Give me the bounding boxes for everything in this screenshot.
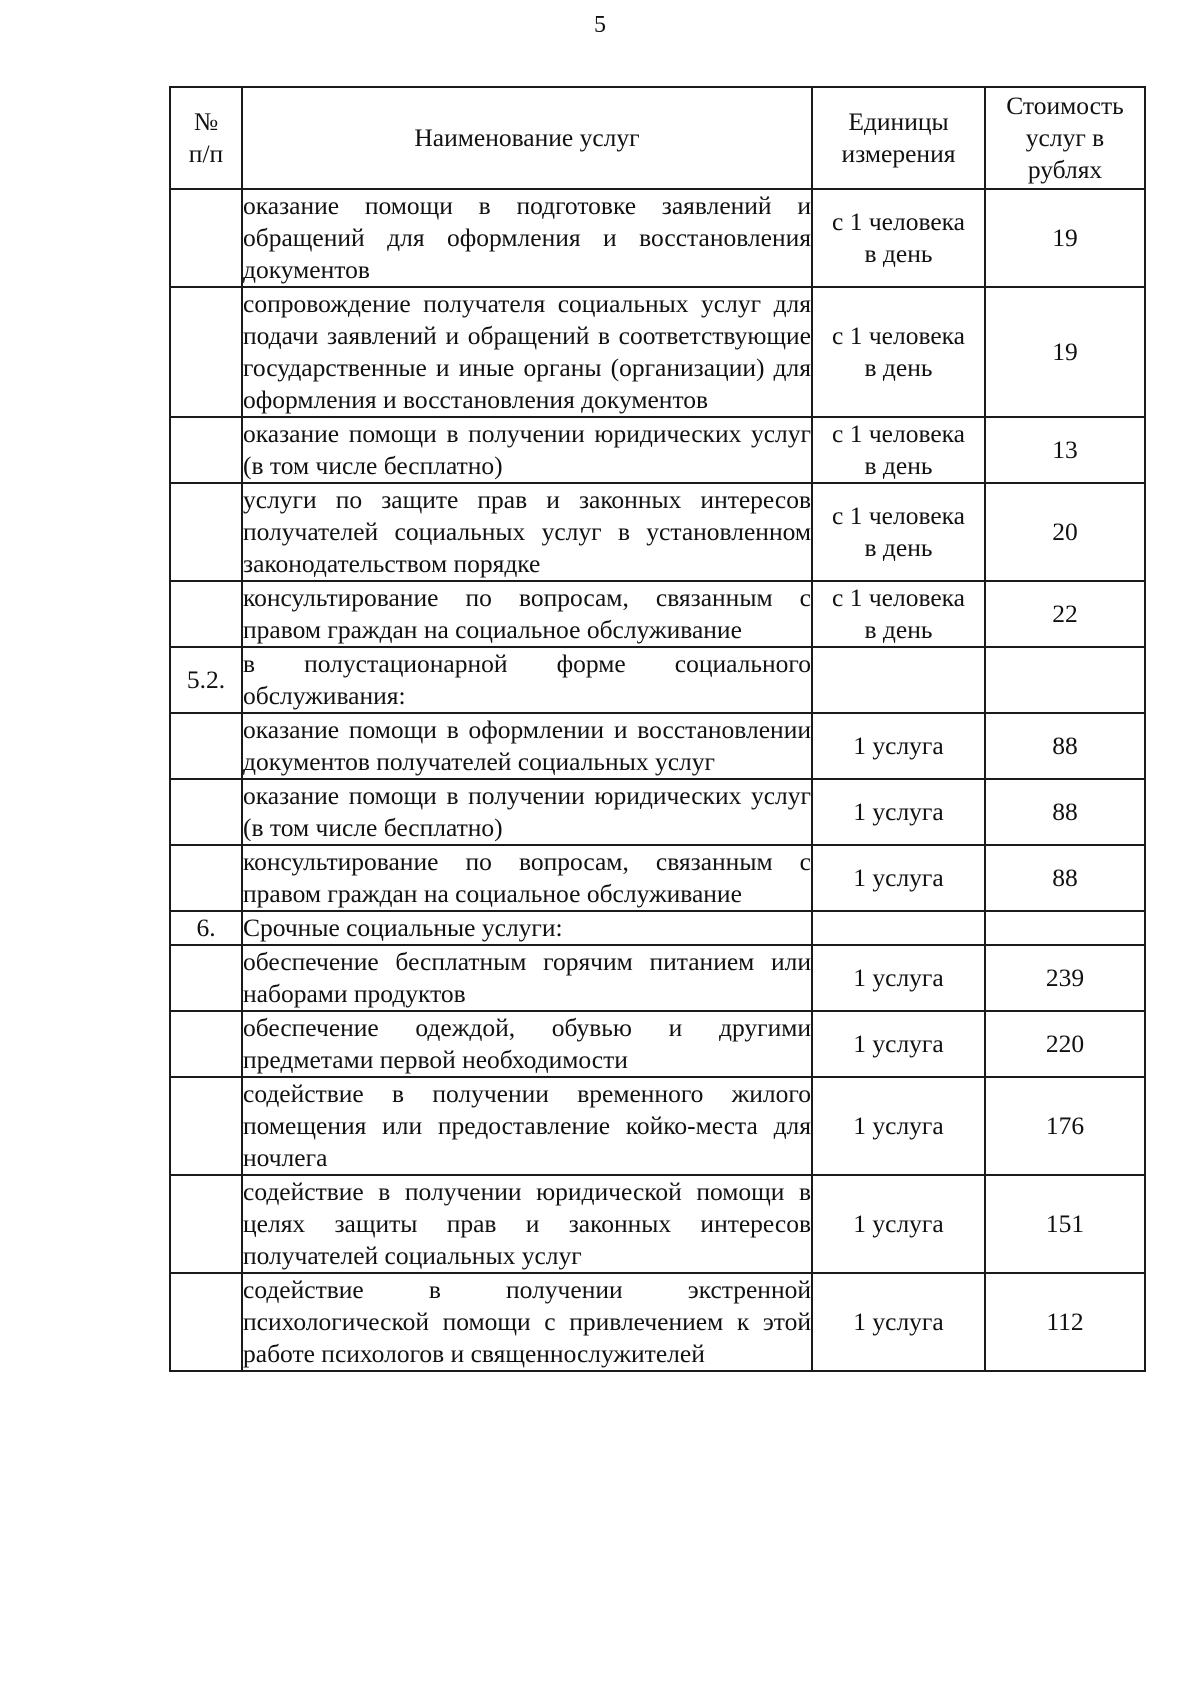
unit-of-measure (812, 911, 985, 945)
table-row (170, 417, 1145, 483)
row-number (170, 581, 242, 647)
row-number (170, 483, 242, 581)
unit-of-measure: 1 услуга (812, 845, 985, 911)
service-cost: 20 (985, 483, 1145, 581)
service-name: содействие в получении экстренной психологической помощи с привлечением к этой работе психологов и священнослужителей (242, 1273, 812, 1371)
service-cost: 88 (985, 713, 1145, 779)
unit-of-measure: с 1 человека в день (812, 287, 985, 417)
unit-of-measure: 1 услуга (812, 1273, 985, 1371)
row-number (170, 1175, 242, 1273)
unit-of-measure (812, 647, 985, 713)
header-cost: Стоимость услуг в рублях (985, 87, 1145, 189)
service-cost: 239 (985, 945, 1145, 1011)
row-number: 5.2. (170, 647, 242, 713)
table-header (170, 87, 1145, 189)
table-row (170, 1011, 1145, 1077)
service-name: оказание помощи в получении юридических услуг (в том числе бесплатно) (242, 779, 812, 845)
row-number (170, 1011, 242, 1077)
service-cost (985, 647, 1145, 713)
unit-of-measure: 1 услуга (812, 1011, 985, 1077)
table-row (170, 287, 1145, 417)
row-number (170, 417, 242, 483)
service-cost: 13 (985, 417, 1145, 483)
table-row (170, 845, 1145, 911)
service-name: консультирование по вопросам, связанным с правом граждан на социальное обслуживание (242, 581, 812, 647)
table-row (170, 911, 1145, 945)
services-table (169, 86, 1146, 1372)
table-body (170, 189, 1145, 1371)
service-name: услуги по защите прав и законных интересов получателей социальных услуг в установленном законодательством порядке (242, 483, 812, 581)
service-name: содействие в получении юридической помощи в целях защиты прав и законных интересов получателей социальных услуг (242, 1175, 812, 1273)
row-number (170, 1273, 242, 1371)
table-row (170, 1077, 1145, 1175)
service-name: оказание помощи в получении юридических услуг (в том числе бесплатно) (242, 417, 812, 483)
row-number (170, 287, 242, 417)
table-row (170, 189, 1145, 287)
service-cost: 88 (985, 779, 1145, 845)
table-row (170, 483, 1145, 581)
table-row (170, 713, 1145, 779)
unit-of-measure: 1 услуга (812, 713, 985, 779)
header-number: № п/п (170, 87, 242, 189)
row-number (170, 845, 242, 911)
service-name: оказание помощи в подготовке заявлений и обращений для оформления и восстановления документов (242, 189, 812, 287)
unit-of-measure: 1 услуга (812, 945, 985, 1011)
unit-of-measure: 1 услуга (812, 1077, 985, 1175)
row-number (170, 189, 242, 287)
unit-of-measure: 1 услуга (812, 1175, 985, 1273)
table-row (170, 945, 1145, 1011)
unit-of-measure: с 1 человека в день (812, 581, 985, 647)
service-cost: 19 (985, 189, 1145, 287)
service-cost: 176 (985, 1077, 1145, 1175)
row-number (170, 713, 242, 779)
service-name: консультирование по вопросам, связанным с правом граждан на социальное обслуживание (242, 845, 812, 911)
service-cost: 151 (985, 1175, 1145, 1273)
service-cost: 22 (985, 581, 1145, 647)
service-name: обеспечение бесплатным горячим питанием или наборами продуктов (242, 945, 812, 1011)
service-name: содействие в получении временного жилого помещения или предоставление койко-места для ночлега (242, 1077, 812, 1175)
header-row (170, 87, 1145, 189)
row-number (170, 945, 242, 1011)
service-name: обеспечение одеждой, обувью и другими предметами первой необходимости (242, 1011, 812, 1077)
service-cost: 88 (985, 845, 1145, 911)
service-cost: 220 (985, 1011, 1145, 1077)
service-cost: 112 (985, 1273, 1145, 1371)
header-service-name: Наименование услуг (242, 87, 812, 189)
service-name: сопровождение получателя социальных услуг для подачи заявлений и обращений в соответствующие государственные и иные органы (организации) для оформления и восстановления документов (242, 287, 812, 417)
header-unit: Единицы измерения (812, 87, 985, 189)
table-row (170, 647, 1145, 713)
table-row (170, 1175, 1145, 1273)
unit-of-measure: с 1 человека в день (812, 189, 985, 287)
service-name: оказание помощи в оформлении и восстановлении документов получателей социальных услуг (242, 713, 812, 779)
service-name: Срочные социальные услуги: (242, 911, 812, 945)
table-row (170, 581, 1145, 647)
unit-of-measure: с 1 человека в день (812, 483, 985, 581)
service-cost (985, 911, 1145, 945)
row-number (170, 1077, 242, 1175)
service-cost: 19 (985, 287, 1145, 417)
page-number: 5 (594, 12, 606, 38)
row-number: 6. (170, 911, 242, 945)
unit-of-measure: 1 услуга (812, 779, 985, 845)
table-row (170, 1273, 1145, 1371)
table-row (170, 779, 1145, 845)
row-number (170, 779, 242, 845)
service-name: в полустационарной форме социального обслуживания: (242, 647, 812, 713)
unit-of-measure: с 1 человека в день (812, 417, 985, 483)
